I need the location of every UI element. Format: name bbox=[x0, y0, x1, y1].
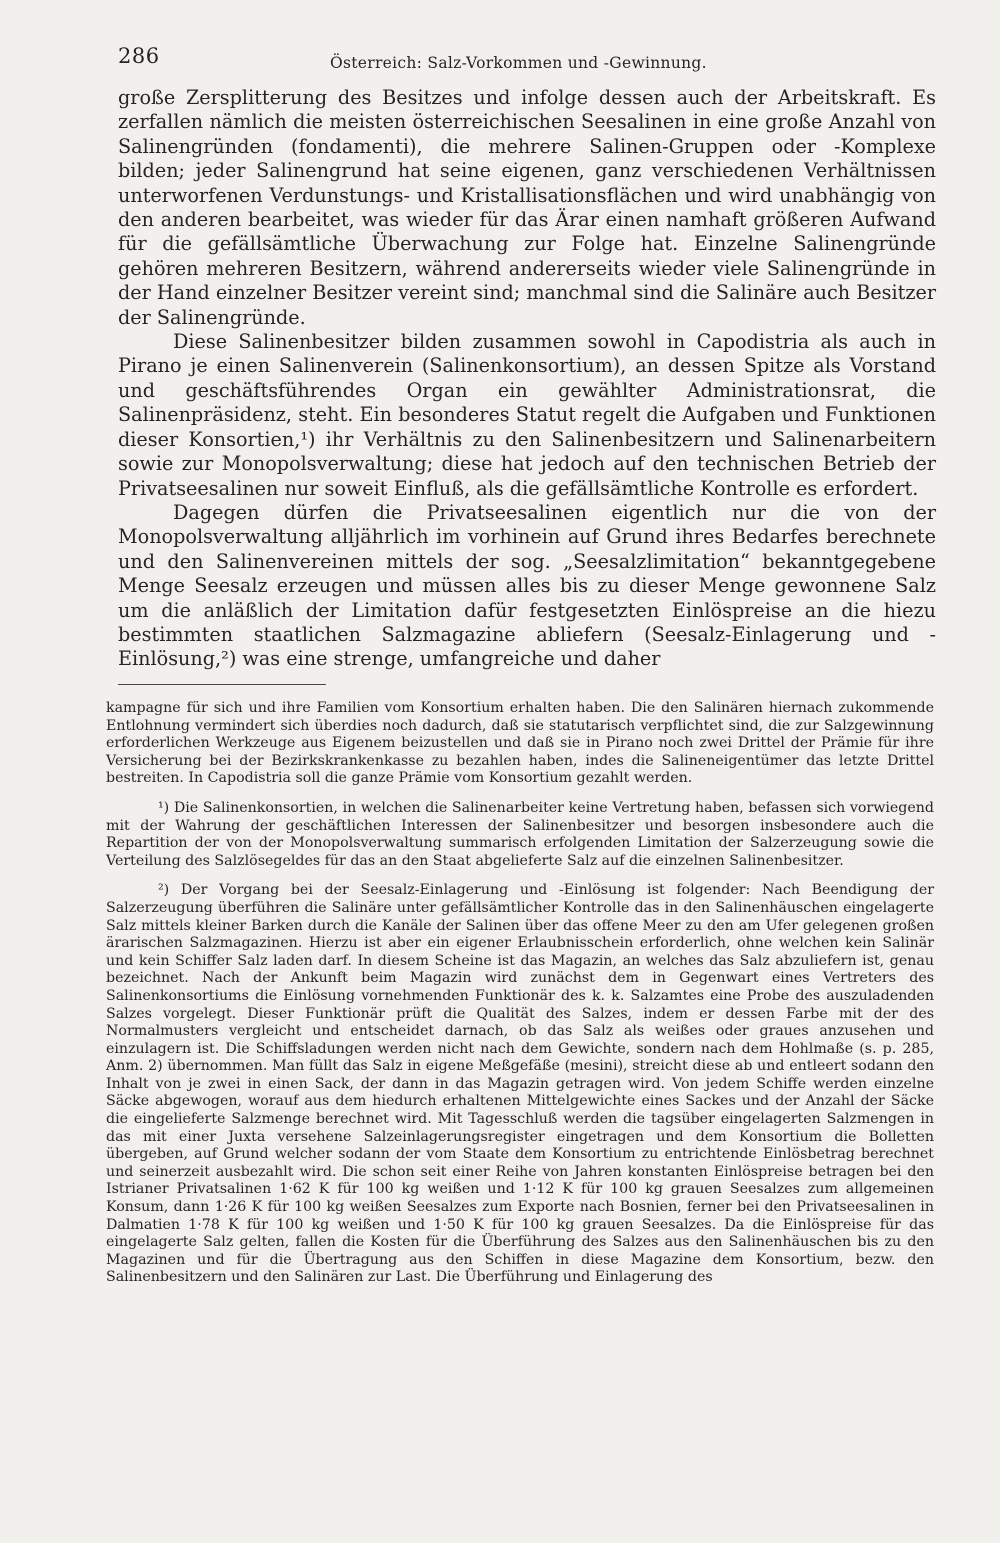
body-paragraph-1: große Zersplitterung des Besitzes und infolge dessen auch der Arbeitskraft. Es zerfallen nämlich die meisten österreichischen Seesalinen in eine große Anzahl von Salinengründen (fondamenti), die mehrere Salinen-Gruppen oder -Komplexe bilden; jeder Salinengrund hat seine eigenen, ganz verschiedenen Verhältnissen unterworfenen Verdunstungs- und Kristallisationsflächen und wird unabhängig von den anderen bearbeitet, was wieder für das Ärar einen namhaft größeren Aufwand für die gefällsämtliche Überwachung zur Folge hat. Einzelne Salinengründe gehören mehreren Besitzern, während andererseits wieder viele Salinengründe in der Hand einzelner Besitzer vereint sind; manchmal sind die Salinäre auch Besitzer der Salinengründe. bbox=[118, 86, 936, 329]
body-paragraph-2: Diese Salinenbesitzer bilden zusammen sowohl in Capodistria als auch in Pirano je einen Salinenverein (Salinenkonsortium), an dessen Spitze als Vorstand und geschäftsführendes Organ ein gewählter Administrationsrat, die Salinenpräsidenz, steht. Ein besonderes Statut regelt die Aufgaben und Funktionen dieser Konsortien,¹) ihr Verhältnis zu den Salinenbesitzern und Salinenarbeitern sowie zur Monopolsverwaltung; diese hat jedoch auf den technischen Betrieb der Privatseesalinen nur soweit Einfluß, als die gefällsämtliche Kontrolle es erfordert. bbox=[118, 330, 936, 500]
page-header bbox=[118, 44, 936, 74]
footnotes bbox=[106, 700, 934, 1287]
footnote-rule bbox=[118, 684, 326, 685]
footnote-2: ²) Der Vorgang bei der Seesalz-Einlagerung und -Einlösung ist folgender: Nach Beendigung der Salzerzeugung überführen die Salinäre unter gefällsämtlicher Kontrolle das in den Salinenhäuschen eingelagerte Salz mittels kleiner Barken durch die Kanäle der Salinen über das offene Meer zu den am Ufer gelegenen großen ärarischen Salzmagazinen. Hierzu ist aber ein eigener Erlaubnisschein erforderlich, ohne welchen kein Salinär und kein Schiffer Salz laden darf. In diesem Scheine ist das Magazin, an welches das Salz abzuliefern ist, genau bezeichnet. Nach der Ankunft beim Magazin wird zunächst dem in Gegenwart eines Vertreters des Salinenkonsortiums die Einlösung vornehmenden Funktionär des k. k. Salzamtes eine Probe des auszuladenden Salzes vorgelegt. Dieser Funktionär prüft die Qualität des Salzes, indem er dessen Farbe mit der des Normalmusters vergleicht und entscheidet darnach, ob das Salz als weißes oder graues anzusehen und einzulagern ist. Die Schiffsladungen werden nicht nach dem Gewichte, sondern nach dem Hohlmaße (s. p. 285, Anm. 2) übernommen. Man füllt das Salz in eigene Meßgefäße (mesini), streicht diese ab und entleert sodann den Inhalt von je zwei in einen Sack, der dann in das Magazin getragen wird. Von jedem Schiffe werden einzelne Säcke abgewogen, worauf aus dem hiedurch erhaltenen Mittelgewichte eines Sackes und der Anzahl der Säcke die eingelieferte Salzmenge berechnet wird. Mit Tagesschluß werden die tagsüber eingelagerten Salzmengen in das mit einer Juxta versehene Salzeinlagerungsregister eingetragen und dem Konsortium die Bolletten übergeben, auf Grund welcher sodann der vom Staate dem Konsortium zu entrichtende Einlösbetrag berechnet und seinerzeit ausbezahlt wird. Die schon seit einer Reihe von Jahren konstanten Einlöspreise betragen bei den Istrianer Privatsalinen 1·62 K für 100 kg weißen und 1·12 K für 100 kg grauen Seesalzes zum allgemeinen Konsum, dann 1·26 K für 100 kg weißen Seesalzes zum Exporte nach Bosnien, ferner bei den Privatseesalinen in Dalmatien 1·78 K für 100 kg weißen und 1·50 K für 100 kg grauen Seesalzes. Da die Einlöspreise für das eingelagerte Salz gelten, fallen die Kosten für die Überführung des Salzes aus den Salinenhäuschen bis zu den Magazinen und für die Übertragung aus den Schiffen in diese Magazine dem Konsortium, bezw. den Salinenbesitzern und den Salinären zur Last. Die Überführung und Einlagerung des bbox=[106, 882, 934, 1286]
body-paragraph-3: Dagegen dürfen die Privatseesalinen eigentlich nur die von der Monopolsverwaltung alljährlich im vorhinein auf Grund ihres Bedarfes berechnete und den Salinenvereinen mittels der sog. „Seesalzlimitation“ bekanntgegebene Menge Seesalz erzeugen und müssen alles bis zu dieser Menge gewonnene Salz um die anläßlich der Limitation dafür festgesetzten Einlöspreise an die hiezu bestimmten staatlichen Salzmagazine abliefern (Seesalz-Einlagerung und -Einlösung,²) was eine strenge, umfangreiche und daher bbox=[118, 500, 936, 671]
page-number: 286 bbox=[118, 44, 160, 68]
main-text bbox=[118, 86, 936, 672]
footnote-continuation: kampagne für sich und ihre Familien vom Konsortium erhalten haben. Die den Salinären hiernach zukommende Entlohnung vermindert sich überdies noch dadurch, daß sie statutarisch verpflichtet sind, die zur Salzgewinnung erforderlichen Werkzeuge aus Eigenem beizustellen und daß sie in Pirano noch zwei Drittel der Prämie für ihre Versicherung bei der Bezirkskrankenkasse zu bezahlen haben, indes die Salineneigentümer das letzte Drittel bestreiten. In Capodistria soll die ganze Prämie vom Konsortium gezahlt werden. bbox=[106, 700, 934, 787]
running-head: Österreich: Salz-Vorkommen und -Gewinnung. bbox=[330, 54, 707, 72]
footnote-1: ¹) Die Salinenkonsortien, in welchen die Salinenarbeiter keine Vertretung haben, befassen sich vorwiegend mit der Wahrung der geschäftlichen Interessen der Salinenbesitzer und besorgen insbesondere auch die Repartition der von der Monopolsverwaltung summarisch erfolgenden Limitation der Salzerzeugung sowie die Verteilung des Salzlösegeldes für das an den Staat abgelieferte Salz auf die einzelnen Salinenbesitzer. bbox=[106, 799, 934, 869]
